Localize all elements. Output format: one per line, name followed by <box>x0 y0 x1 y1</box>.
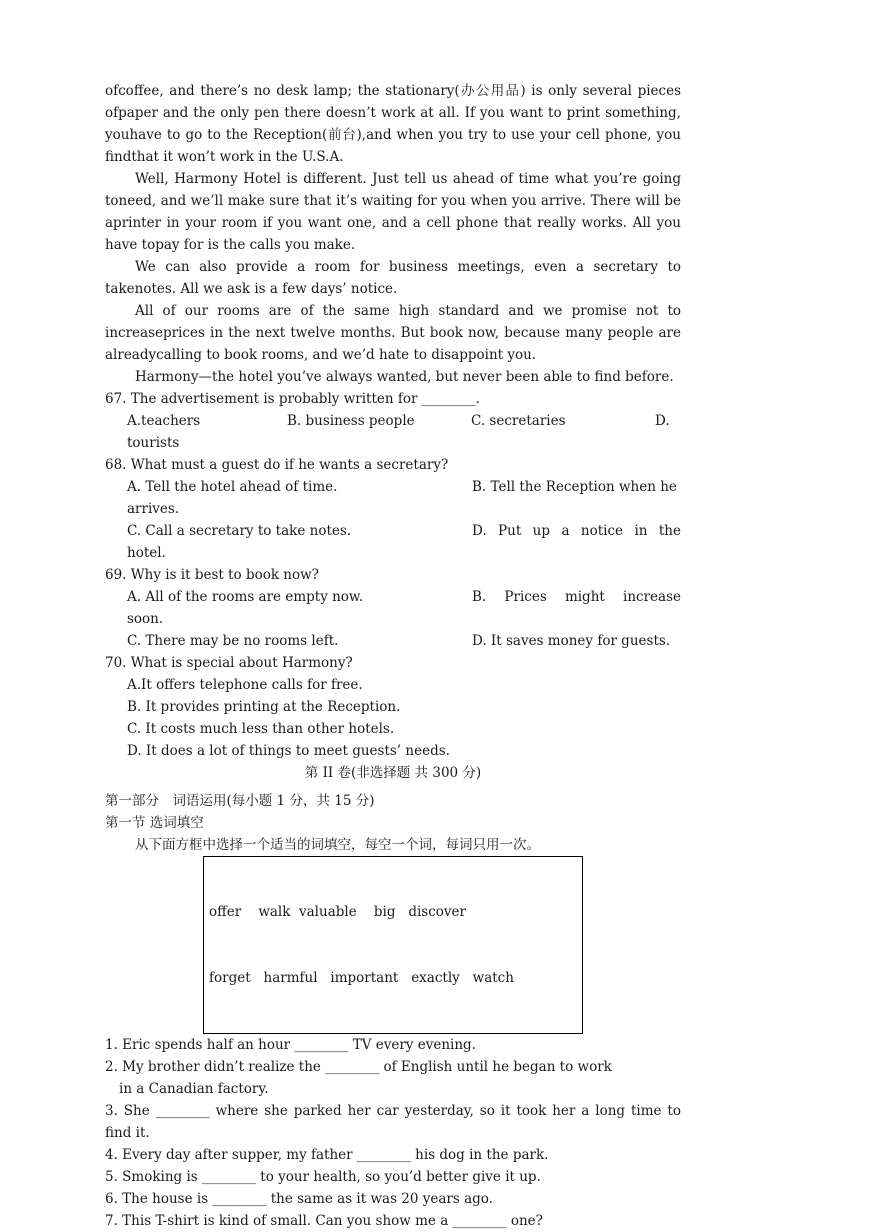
question-67 <box>105 388 681 454</box>
question-options <box>105 476 681 564</box>
passage-paragraph: ofcoffee, and there’s no desk lamp; the stationary(办公用品) is only several pieces ofpaper and the only pen there doesn’t work at all. If you want to print something, youhave to go to the Reception(前台),and when you try to use your cell phone, you findthat it won’t work in the U.S.A. <box>105 83 681 165</box>
option-b: B. business people <box>287 413 415 429</box>
fill-in-item: 3. She ________ where she parked her car yesterday, so it took her a long time to find it. <box>105 1103 681 1141</box>
question-options <box>105 586 681 652</box>
option-c: C. There may be no rooms left. <box>127 633 339 649</box>
part-title: 第一部分 词语运用(每小题 1 分，共 15 分) <box>105 793 375 809</box>
question-69 <box>105 564 681 652</box>
option-a: A. All of the rooms are empty now. <box>127 589 364 605</box>
passage-paragraph: We can also provide a room for business meetings, even a secretary to takenotes. All we ask is a few days’ notice. <box>105 259 681 297</box>
option-b: B. It provides printing at the Reception. <box>127 699 401 715</box>
option-a: A.teachers <box>127 413 201 429</box>
option-c: C. secretaries <box>471 413 566 429</box>
word-box <box>203 856 583 1034</box>
word-row: offer walk valuable big discover <box>209 904 466 920</box>
fill-in-item: 7. This T-shirt is kind of small. Can you show me a ________ one? <box>105 1213 543 1229</box>
option-b-cont: soon. <box>127 611 164 627</box>
exam-page <box>105 80 681 1232</box>
fill-in-item <box>105 1056 681 1100</box>
fill-in-text-cont: in a Canadian factory. <box>119 1081 269 1097</box>
fill-in-item: 1. Eric spends half an hour ________ TV every evening. <box>105 1037 476 1053</box>
question-options <box>105 410 681 432</box>
question-70 <box>105 652 681 762</box>
option-b-first: B. Prices might increase <box>472 589 681 605</box>
passage-paragraph: Harmony—the hotel you’ve always wanted, but never been able to find before. <box>135 369 674 385</box>
question-stem: 67. The advertisement is probably written for ________. <box>105 391 481 407</box>
option-d-text: tourists <box>127 435 180 451</box>
fill-in-text: 2. My brother didn’t realize the ________ of English until he began to work <box>105 1059 612 1075</box>
reading-passage <box>105 80 681 388</box>
option-d <box>105 432 681 454</box>
option-a: A.It offers telephone calls for free. <box>127 677 363 693</box>
option-d-cont: hotel. <box>127 545 166 561</box>
option-b-cont: arrives. <box>127 501 180 517</box>
question-68 <box>105 454 681 564</box>
fill-in-list <box>105 1034 681 1232</box>
fill-in-item: 4. Every day after supper, my father ________ his dog in the park. <box>105 1147 549 1163</box>
word-row: forget harmful important exactly watch <box>209 970 514 986</box>
passage-paragraph: Well, Harmony Hotel is different. Just tell us ahead of time what you’re going toneed, and we’ll make sure that it’s waiting for you when you arrive. There will be aprinter in your room if you want one, and a cell phone that really works. All you have topay for is the calls you make. <box>105 171 681 253</box>
passage-paragraph: All of our rooms are of the same high standard and we promise not to increaseprices in the next twelve months. But book now, because many people are alreadycalling to book rooms, and we’d hate to disappoint you. <box>105 303 681 363</box>
option-d: D. It does a lot of things to meet guests’ needs. <box>127 743 450 759</box>
option-d-first: D. Put up a notice in the <box>472 523 681 539</box>
option-a: A. Tell the hotel ahead of time. <box>127 479 338 495</box>
fill-in-item: 6. The house is ________ the same as it was 20 years ago. <box>105 1191 493 1207</box>
option-c: C. It costs much less than other hotels. <box>127 721 395 737</box>
option-b-first: B. Tell the Reception when he <box>472 479 677 495</box>
subpart-title: 第一节 选词填空 <box>105 815 204 831</box>
section-title: 第 II 卷(非选择题 共 300 分) <box>304 765 482 781</box>
question-stem: 70. What is special about Harmony? <box>105 655 353 671</box>
option-c: C. Call a secretary to take notes. <box>127 523 352 539</box>
question-stem: 69. Why is it best to book now? <box>105 567 319 583</box>
option-d-letter: D. <box>655 413 670 429</box>
question-options <box>105 674 681 762</box>
instruction-text: 从下面方框中选择一个适当的词填空，每空一个词，每词只用一次。 <box>135 837 540 853</box>
question-stem: 68. What must a guest do if he wants a secretary? <box>105 457 449 473</box>
fill-in-item: 5. Smoking is ________ to your health, so you’d better give it up. <box>105 1169 541 1185</box>
option-d: D. It saves money for guests. <box>472 633 671 649</box>
